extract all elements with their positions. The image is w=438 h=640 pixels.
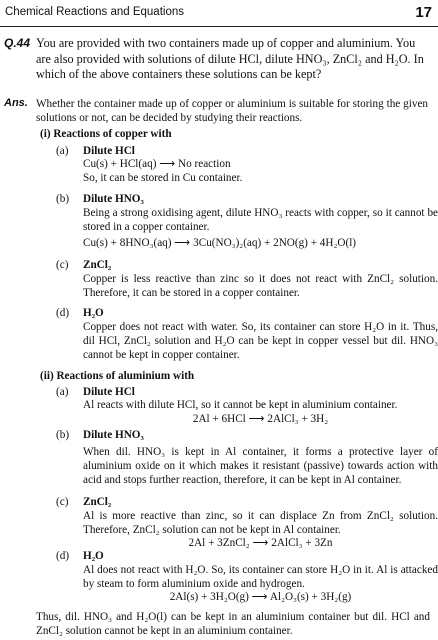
item-letter: (c) — [56, 259, 69, 271]
item-text: Copper is less reactive than zinc so it does not react with ZnCl₂ solution. Therefore, it can be stored in a copper container. — [83, 273, 438, 300]
aluminium-item-d — [56, 550, 438, 605]
chapter-title: Chemical Reactions and Equations — [5, 6, 184, 19]
answer-block — [4, 97, 429, 125]
question-text: You are provided with two containers made up of copper and aluminium. You are also provided with solutions of dilute HCl, dilute HNO₃, ZnCl₂ and H₂O. In which of the above containers these solutions can be kept? — [36, 36, 424, 81]
item-title: H₂O — [83, 550, 104, 562]
item-letter: (a) — [56, 386, 69, 398]
item-title: ZnCl₂ — [83, 496, 112, 508]
item-letter: (d) — [56, 307, 70, 319]
question-block — [4, 36, 429, 83]
item-letter: (c) — [56, 496, 69, 508]
aluminium-heading: (ii) Reactions of aluminium with — [40, 370, 195, 382]
item-letter: (d) — [56, 550, 70, 562]
item-text: Copper does not react with water. So, its container can store H₂O in it. Thus, dil HCl, ZnCl₂ solution and H₂O can be kept in copper vessel but dil. HNO₃ cannot be kept in copper container. — [83, 321, 438, 362]
item-title: H₂O — [83, 307, 104, 319]
question-label: Q.44 — [4, 36, 31, 50]
answer-intro: Whether the container made up of copper or aluminium is suitable for storing the given solutions or not, can be decided by studying their reactions. — [36, 98, 428, 124]
copper-item-c — [56, 259, 438, 300]
equation: Cu(s) + HCl(aq) ⟶ No reaction — [83, 158, 231, 171]
aluminium-item-a — [56, 386, 438, 426]
item-letter: (b) — [56, 429, 70, 441]
equation: 2Al + 6HCl ⟶ 2AlCl₃ + 3H₂ — [192, 412, 329, 425]
item-text: Al reacts with dilute HCl, so it cannot be kept in aluminium container. — [83, 399, 398, 412]
item-letter: (a) — [56, 145, 69, 157]
page-header — [5, 4, 432, 22]
item-title: Dilute HNO₃ — [83, 193, 144, 205]
item-title: Dilute HCl — [83, 386, 135, 398]
item-text: Al does not react with H₂O. So, its container can store H₂O in it. Al is attacked by steam to form aluminium oxide and hydrogen. — [83, 564, 438, 591]
aluminium-item-c — [56, 496, 438, 551]
item-title: ZnCl₂ — [83, 259, 112, 271]
item-text: When dil. HNO₃ is kept in Al container, it forms a protective layer of aluminium oxide on it which makes it resistant (passive) towards action with acid and stops further reaction, therefore, it can be kept in Al container. — [83, 446, 438, 487]
item-title: Dilute HCl — [83, 145, 135, 157]
equation: 2Al + 3ZnCl₂ ⟶ 2AlCl₃ + 3Zn — [188, 537, 333, 550]
header-rule — [0, 26, 438, 27]
item-text: Being a strong oxidising agent, dilute HNO₃ reacts with copper, so it cannot be stored in a copper container. — [83, 207, 438, 234]
item-text: So, it can be stored in Cu container. — [83, 171, 243, 184]
item-letter: (b) — [56, 193, 70, 205]
copper-item-d — [56, 307, 438, 362]
page-number: 17 — [415, 4, 432, 21]
answer-label: Ans. — [4, 97, 28, 109]
conclusion-text: Thus, dil. HNO₃ and H₂O(l) can be kept in an aluminium container but dil. HCl and ZnCl₂ solution cannot be kept in an aluminium container. — [36, 611, 430, 637]
item-title: Dilute HNO₃ — [83, 429, 144, 441]
copper-item-b — [56, 193, 438, 251]
copper-heading: (i) Reactions of copper with — [40, 128, 172, 140]
copper-item-a — [56, 145, 438, 185]
aluminium-item-b — [56, 429, 438, 487]
equation: 2Al(s) + 3H₂O(g) ⟶ Al₂O₃(s) + 3H₂(g) — [169, 591, 352, 604]
item-text: Al is more reactive than zinc, so it can displace Zn from ZnCl₂ solution. Therefore, ZnCl₂ solution can not be kept in Al container. — [83, 510, 438, 537]
equation: Cu(s) + 8HNO₃(aq) ⟶ 3Cu(NO₃)₂(aq) + 2NO(g) + 4H₂O(l) — [83, 237, 357, 250]
